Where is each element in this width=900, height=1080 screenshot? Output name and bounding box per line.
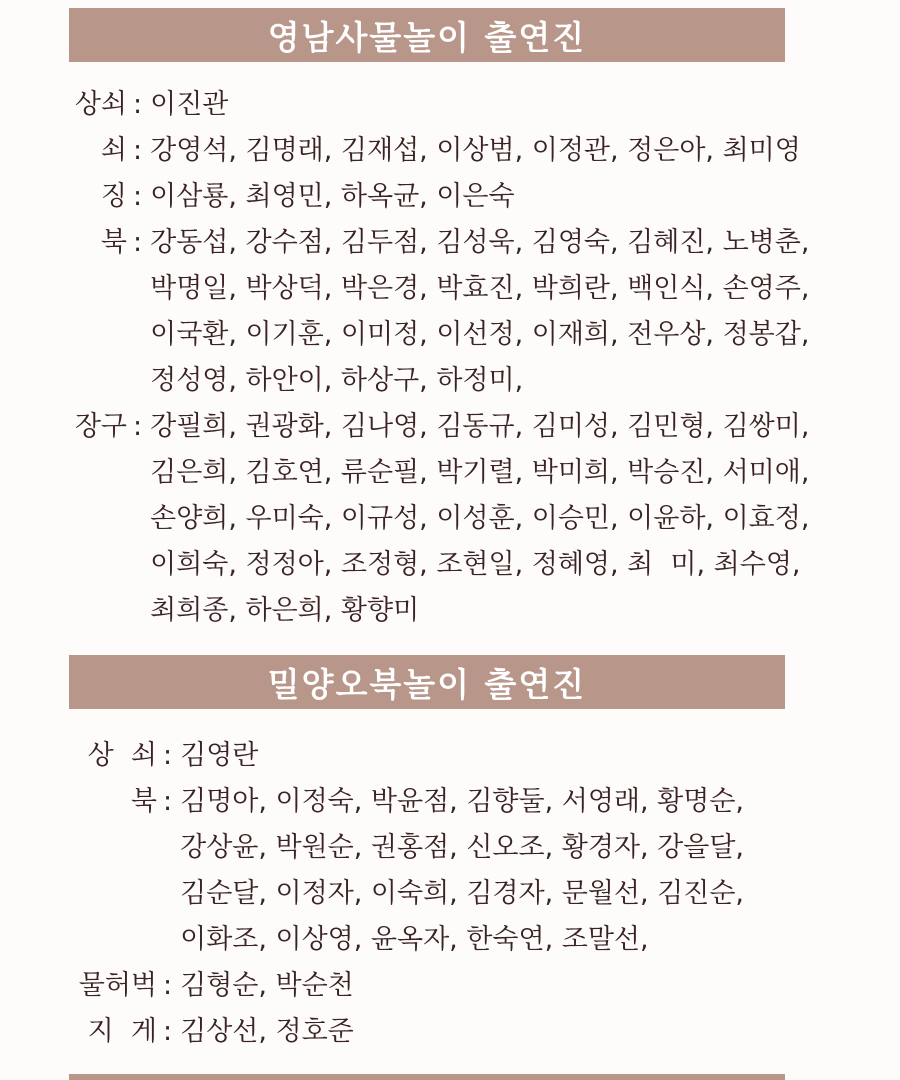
names-line: 김은희, 김호연, 류순필, 박기렬, 박미희, 박승진, 서미애, (150, 457, 810, 488)
names-line: 김순달, 이정자, 이숙희, 김경자, 문월선, 김진순, (180, 878, 744, 909)
section-1-title: 영남사물놀이 출연진 (267, 17, 587, 57)
names-line: 이희숙, 정정아, 조정형, 조현일, 정혜영, 최 미, 최수영, (150, 549, 801, 580)
names-line: 강영석, 김명래, 김재섭, 이상범, 이정관, 정은아, 최미영 (150, 135, 801, 166)
names-line: 강동섭, 강수점, 김두점, 김성욱, 김영숙, 김혜진, 노병춘, (150, 227, 810, 258)
names-block (150, 82, 228, 128)
role-label: 징 (100, 181, 127, 212)
names-line: 김영란 (180, 740, 259, 771)
names-line: 박명일, 박상덕, 박은경, 박효진, 박희란, 백인식, 손영주, (150, 273, 810, 304)
colon: : (133, 411, 143, 442)
cast-row-soe (0, 128, 900, 174)
names-block (150, 220, 809, 404)
names-line: 김형순, 박순천 (180, 970, 354, 1001)
cast-row-mulheobeok (0, 963, 900, 1009)
names-line: 이화조, 이상영, 윤옥자, 한숙연, 조말선, (180, 924, 649, 955)
names-block (180, 733, 258, 779)
role-label: 북 (100, 227, 127, 258)
cast-row-buk (0, 779, 900, 963)
names-block (180, 779, 744, 963)
section-2-cast-list (0, 733, 900, 1055)
names-line: 이국환, 이기훈, 이미정, 이선정, 이재희, 전우상, 정봉갑, (150, 319, 810, 350)
cast-row-buk (0, 220, 900, 404)
names-block (150, 404, 809, 634)
colon: : (163, 1016, 173, 1047)
colon: : (163, 970, 173, 1001)
cast-row-jige (0, 1009, 900, 1055)
cast-row-sangsoe (0, 82, 900, 128)
names-block (180, 963, 354, 1009)
names-line: 김상선, 정호준 (180, 1016, 354, 1047)
role-label: 상쇠 (74, 89, 127, 120)
role-label: 장구 (74, 411, 127, 442)
names-block (180, 1009, 354, 1055)
names-line: 이삼룡, 최영민, 하옥균, 이은숙 (150, 181, 515, 212)
colon: : (133, 89, 143, 120)
cast-row-sangsoe (0, 733, 900, 779)
names-block (150, 128, 801, 174)
names-line: 김명아, 이정숙, 박윤점, 김향둘, 서영래, 황명순, (180, 786, 744, 817)
names-line: 최희종, 하은희, 황향미 (150, 595, 420, 626)
names-line: 손양희, 우미숙, 이규성, 이성훈, 이승민, 이윤하, 이효정, (150, 503, 810, 534)
colon: : (133, 227, 143, 258)
names-line: 강상윤, 박원순, 권홍점, 신오조, 황경자, 강을달, (180, 832, 744, 863)
names-block (150, 174, 514, 220)
colon: : (163, 740, 173, 771)
names-line: 이진관 (150, 89, 229, 120)
colon: : (133, 181, 143, 212)
names-line: 정성영, 하안이, 하상구, 하정미, (150, 365, 524, 396)
role-label: 쇠 (100, 135, 127, 166)
section-2-banner (69, 655, 785, 709)
colon: : (133, 135, 143, 166)
names-line: 강필희, 권광화, 김나영, 김동규, 김미성, 김민형, 김쌍미, (150, 411, 810, 442)
role-label: 상 쇠 (87, 740, 157, 771)
cast-row-janggu (0, 404, 900, 634)
cast-row-jing (0, 174, 900, 220)
section-1-cast-list (0, 82, 900, 634)
section-1-banner (69, 8, 785, 62)
bottom-divider (69, 1074, 785, 1080)
section-2-title: 밀양오북놀이 출연진 (267, 664, 587, 704)
role-label: 북 (130, 786, 157, 817)
role-label: 지 게 (87, 1016, 157, 1047)
role-label: 물허벅 (78, 970, 157, 1001)
colon: : (163, 786, 173, 817)
